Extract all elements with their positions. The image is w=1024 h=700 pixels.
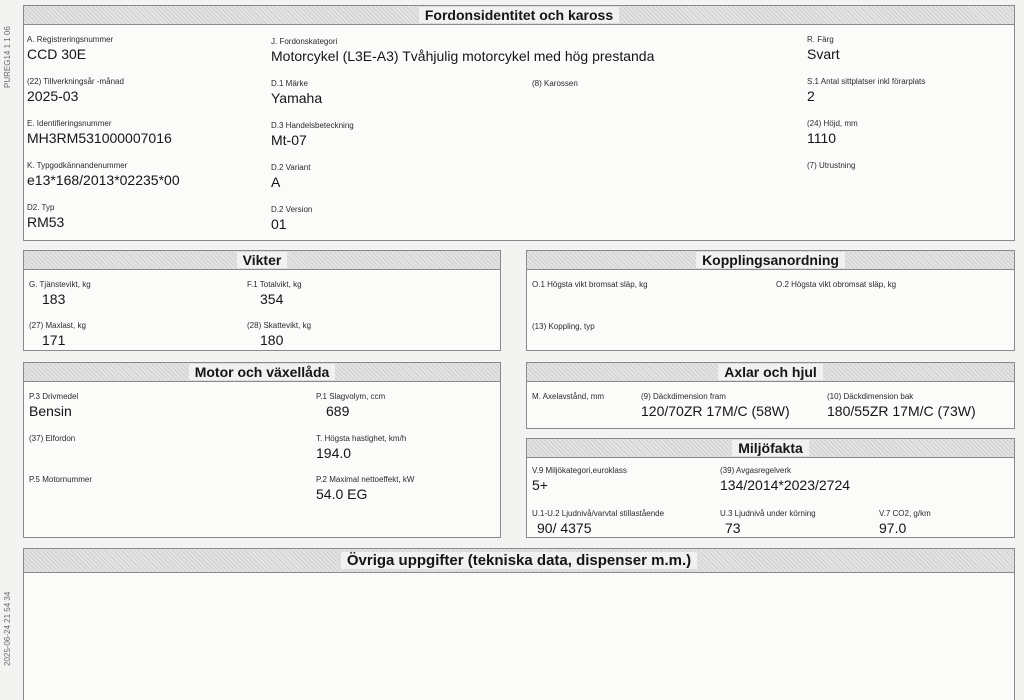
field-label: R. Färg [807, 35, 834, 44]
field-miljoklass [532, 466, 627, 494]
field-skattevikt [247, 321, 311, 349]
field-label: D.3 Handelsbeteckning [271, 121, 354, 130]
field-label: F.1 Totalvikt, kg [247, 280, 302, 289]
field-bromsat-slap [532, 280, 648, 290]
field-label: G. Tjänstevikt, kg [29, 280, 91, 289]
field-value: 2 [807, 88, 815, 104]
field-label: (13) Koppling, typ [532, 322, 595, 331]
field-typgodkannandenummer [27, 161, 180, 189]
field-label: (39) Avgasregelverk [720, 466, 791, 475]
field-label: E. Identifieringsnummer [27, 119, 112, 128]
field-label: (10) Däckdimension bak [827, 392, 914, 401]
print-timestamp: 2025-06-24 21 54 34 [3, 591, 12, 666]
field-hojd [807, 119, 858, 147]
panel-title: Vikter [24, 251, 500, 270]
panel-ovriga-uppgifter [23, 548, 1015, 700]
field-koppling-typ [532, 322, 595, 332]
field-value: 354 [260, 291, 284, 307]
field-label: P.5 Motornummer [29, 475, 92, 484]
field-value: 180/55ZR 17M/C (73W) [827, 403, 976, 419]
panel-fordonsidentitet [23, 5, 1015, 241]
field-elfordon [29, 434, 75, 444]
field-label: D.1 Märke [271, 79, 308, 88]
field-value: 120/70ZR 17M/C (58W) [641, 403, 790, 419]
field-maxlast [29, 321, 86, 349]
field-label: P.3 Drivmedel [29, 392, 79, 401]
field-label: O.1 Högsta vikt bromsat släp, kg [532, 280, 648, 289]
field-label: J. Fordonskategori [271, 37, 338, 46]
field-value: 194.0 [316, 445, 352, 461]
field-label: D2. Typ [27, 203, 55, 212]
field-value: Svart [807, 46, 840, 62]
panel-title: Fordonsidentitet och kaross [24, 6, 1014, 25]
field-value: 171 [42, 332, 66, 348]
field-co2 [879, 509, 931, 537]
field-label: S.1 Antal sittplatser inkl förarplats [807, 77, 926, 86]
field-label: M. Axelavstånd, mm [532, 392, 605, 401]
field-karossen [532, 79, 578, 89]
field-label: (28) Skattevikt, kg [247, 321, 312, 330]
panel-title: Kopplingsanordning [527, 251, 1014, 270]
field-value: 1110 [807, 130, 837, 146]
field-value: Bensin [29, 403, 72, 419]
field-label: (7) Utrustning [807, 161, 856, 170]
field-value: 5+ [532, 477, 548, 493]
field-slagvolym [316, 392, 385, 420]
field-axelavstand [532, 392, 604, 402]
field-label: O.2 Högsta vikt obromsat släp, kg [776, 280, 897, 289]
panel-title: Miljöfakta [527, 439, 1014, 458]
field-value: Yamaha [271, 90, 323, 106]
field-label: D.2 Version [271, 205, 313, 214]
field-fordonskategori [271, 37, 654, 65]
field-label: (22) Tillverkningsår -månad [27, 77, 124, 86]
field-avgasregelverk [720, 466, 850, 494]
field-label: (37) Elfordon [29, 434, 76, 443]
field-label: T. Högsta hastighet, km/h [316, 434, 407, 443]
field-value: MH3RM531000007016 [27, 130, 172, 146]
panel-title: Motor och växellåda [24, 363, 500, 382]
field-value: 73 [725, 520, 741, 536]
field-typ [27, 203, 64, 231]
field-tjanstevikt [29, 280, 91, 308]
field-label: P.2 Maximal nettoeffekt, kW [316, 475, 415, 484]
field-identifieringsnummer [27, 119, 172, 147]
field-registreringsnummer [27, 35, 113, 63]
field-value: 90/ 4375 [537, 520, 592, 536]
field-variant [271, 163, 310, 191]
field-handelsbeteckning [271, 121, 354, 149]
field-ljud-korning [720, 509, 816, 537]
field-label: U.3 Ljudnivå under körning [720, 509, 816, 518]
field-value: 180 [260, 332, 284, 348]
field-nettoeffekt [316, 475, 414, 503]
panel-title: Övriga uppgifter (tekniska data, dispenser m.m.) [24, 549, 1014, 573]
field-utrustning [807, 161, 855, 171]
panel-axlar [526, 362, 1015, 429]
field-version [271, 205, 312, 233]
print-code: PUREG14 1 1 06 [3, 26, 12, 88]
field-value: e13*168/2013*02235*00 [27, 172, 180, 188]
field-hogsta-hastighet [316, 434, 406, 462]
field-value: 97.0 [879, 520, 907, 536]
field-label: (24) Höjd, mm [807, 119, 858, 128]
field-label: A. Registreringsnummer [27, 35, 114, 44]
field-tillverkningsar [27, 77, 124, 105]
field-label: (27) Maxlast, kg [29, 321, 86, 330]
field-value: 2025-03 [27, 88, 79, 104]
field-label: K. Typgodkännandenummer [27, 161, 128, 170]
field-dack-bak [827, 392, 976, 420]
field-farg [807, 35, 840, 63]
field-obromsat-slap [776, 280, 896, 290]
field-label: D.2 Variant [271, 163, 311, 172]
field-value: 689 [326, 403, 350, 419]
panel-miljofakta [526, 438, 1015, 538]
field-drivmedel [29, 392, 78, 420]
field-value: Motorcykel (L3E-A3) Tvåhjulig motorcykel med hög prestanda [271, 48, 655, 64]
field-label: U.1-U.2 Ljudnivå/varvtal stillastående [532, 509, 665, 518]
field-totalvikt [247, 280, 302, 308]
panel-vikter [23, 250, 501, 351]
field-value: 134/2014*2023/2724 [720, 477, 851, 493]
panel-motor [23, 362, 501, 538]
panel-kopplingsanordning [526, 250, 1015, 351]
field-dack-fram [641, 392, 790, 420]
panel-title: Axlar och hjul [527, 363, 1014, 382]
field-value: Mt-07 [271, 132, 307, 148]
field-value: RM53 [27, 214, 65, 230]
field-value: 01 [271, 216, 287, 232]
field-label: (8) Karossen [532, 79, 578, 88]
field-motornummer [29, 475, 92, 485]
field-label: V.7 CO2, g/km [879, 509, 931, 518]
field-value: CCD 30E [27, 46, 87, 62]
field-ljud-stillastaende [532, 509, 664, 537]
field-marke [271, 79, 322, 107]
field-label: V.9 Miljökategori,euroklass [532, 466, 627, 475]
field-label: P.1 Slagvolym, ccm [316, 392, 386, 401]
field-value: A [271, 174, 281, 190]
field-sittplatser [807, 77, 925, 105]
field-value: 183 [42, 291, 66, 307]
field-value: 54.0 EG [316, 486, 368, 502]
field-label: (9) Däckdimension fram [641, 392, 726, 401]
